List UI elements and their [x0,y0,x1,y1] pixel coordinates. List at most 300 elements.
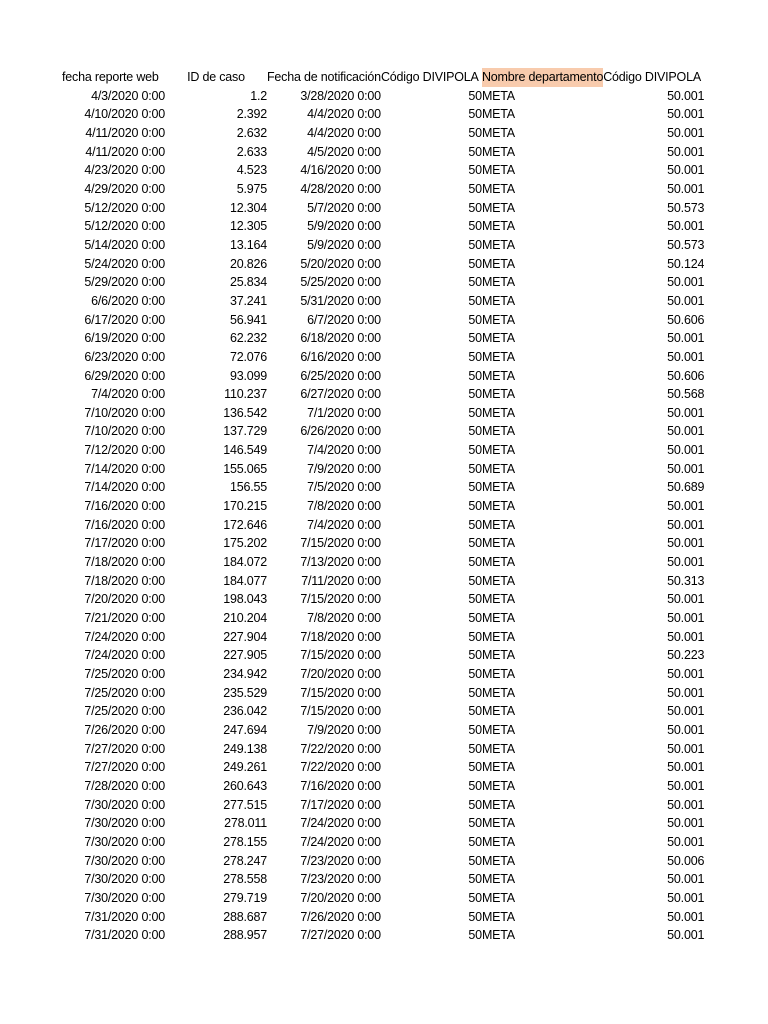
cell-codigo-divipola-departamento[interactable]: 50 [468,480,482,495]
cell-fecha-reporte-web[interactable]: 7/4/2020 0:00 [91,387,165,402]
cell-fecha-de-notificacion[interactable]: 7/20/2020 0:00 [300,890,381,905]
cell-codigo-divipola-departamento[interactable]: 50 [468,778,482,793]
cell-codigo-divipola-departamento[interactable]: 50 [468,331,482,346]
cell-fecha-de-notificacion[interactable]: 7/13/2020 0:00 [300,555,381,570]
table-row [62,516,704,535]
cell-nombre-departamento[interactable]: META [481,312,515,327]
cell-codigo-divipola-municipio[interactable]: 50.001 [667,797,705,812]
cell-nombre-departamento[interactable]: META [481,424,515,439]
cell-fecha-de-notificacion[interactable]: 4/4/2020 0:00 [307,107,381,122]
cell-nombre-departamento[interactable]: META [481,349,515,364]
cell-id-de-caso[interactable]: 234.942 [223,667,267,681]
cell-codigo-divipola-municipio[interactable]: 50.573 [667,237,705,252]
cell-fecha-de-notificacion[interactable]: 7/8/2020 0:00 [307,499,381,514]
cell-fecha-de-notificacion[interactable]: 7/15/2020 0:00 [300,685,381,700]
header-fecha-reporte-web[interactable]: fecha reporte web [62,70,159,84]
cell-fecha-reporte-web[interactable]: 7/16/2020 0:00 [84,499,165,514]
cell-nombre-departamento[interactable]: META [481,331,515,346]
cell-nombre-departamento[interactable]: META [481,909,515,924]
cell-id-de-caso[interactable]: 278.011 [224,816,267,831]
cell-nombre-departamento[interactable]: META [481,219,515,234]
cell-fecha-de-notificacion[interactable]: 7/23/2020 0:00 [300,853,381,868]
cell-codigo-divipola-municipio[interactable]: 50.001 [667,293,705,308]
cell-id-de-caso[interactable]: 172.646 [223,517,267,532]
cell-id-de-caso[interactable]: 288.687 [223,909,267,924]
cell-id-de-caso[interactable]: 235.529 [223,685,267,700]
cell-fecha-de-notificacion[interactable]: 5/7/2020 0:00 [307,200,381,215]
cell-codigo-divipola-municipio[interactable]: 50.001 [667,872,705,887]
cell-id-de-caso[interactable]: 25.834 [229,275,267,290]
cell-fecha-de-notificacion[interactable]: 7/15/2020 0:00 [300,536,381,551]
cell-fecha-de-notificacion[interactable]: 7/27/2020 0:00 [300,928,381,943]
cell-fecha-de-notificacion[interactable]: 7/15/2020 0:00 [300,592,381,607]
cell-codigo-divipola-departamento[interactable]: 50 [468,275,482,290]
cell-id-de-caso[interactable]: 56.941 [229,312,267,327]
table-row [62,684,704,703]
cell-id-de-caso[interactable]: 4.523 [236,163,267,178]
table-row [62,777,704,796]
cell-nombre-departamento[interactable]: META [481,611,515,626]
cell-codigo-divipola-departamento[interactable]: 50 [468,648,482,663]
cell-id-de-caso[interactable]: 247.694 [223,722,267,737]
cell-fecha-reporte-web[interactable]: 7/30/2020 0:00 [84,890,165,905]
cell-codigo-divipola-departamento[interactable]: 50 [468,219,482,234]
cell-codigo-divipola-departamento[interactable]: 50 [468,499,482,514]
cell-codigo-divipola-municipio[interactable]: 50.001 [667,88,705,103]
cell-id-de-caso[interactable]: 155.065 [223,461,267,476]
cell-nombre-departamento[interactable]: META [481,816,515,831]
cell-fecha-reporte-web[interactable]: 7/28/2020 0:00 [84,778,165,793]
cell-id-de-caso[interactable]: 227.904 [223,629,267,644]
cell-fecha-reporte-web[interactable]: 4/23/2020 0:00 [84,163,165,178]
cell-fecha-de-notificacion[interactable]: 7/1/2020 0:00 [307,405,381,420]
cell-codigo-divipola-municipio[interactable]: 50.124 [667,256,705,271]
cell-codigo-divipola-departamento[interactable]: 50 [468,237,482,252]
cell-nombre-departamento[interactable]: META [481,741,515,756]
cell-id-de-caso[interactable]: 170.215 [223,499,267,514]
cell-codigo-divipola-departamento[interactable]: 50 [468,443,482,458]
cell-id-de-caso[interactable]: 184.077 [223,573,267,588]
cell-nombre-departamento[interactable]: META [481,163,515,178]
cell-fecha-de-notificacion[interactable]: 7/20/2020 0:00 [300,667,381,681]
cell-fecha-reporte-web[interactable]: 7/18/2020 0:00 [84,555,165,570]
cell-codigo-divipola-municipio[interactable]: 50.001 [667,219,705,234]
table-row [62,161,704,180]
header-nombre-departamento[interactable]: Nombre departamento [482,68,603,87]
cell-id-de-caso[interactable]: 2.632 [236,125,267,140]
cell-fecha-de-notificacion[interactable]: 7/8/2020 0:00 [307,611,381,626]
cell-codigo-divipola-municipio[interactable]: 50.001 [667,443,705,458]
cell-fecha-reporte-web[interactable]: 6/23/2020 0:00 [84,349,165,364]
cell-codigo-divipola-municipio[interactable]: 50.001 [667,834,705,849]
cell-fecha-reporte-web[interactable]: 4/11/2020 0:00 [85,125,165,140]
cell-fecha-de-notificacion[interactable]: 6/7/2020 0:00 [307,312,381,327]
cell-id-de-caso[interactable]: 37.241 [229,293,267,308]
cell-codigo-divipola-municipio[interactable]: 50.001 [667,125,705,140]
cell-nombre-departamento[interactable]: META [481,517,515,532]
table-body [62,87,704,945]
cell-codigo-divipola-municipio[interactable]: 50.001 [667,592,705,607]
cell-fecha-de-notificacion[interactable]: 5/9/2020 0:00 [307,237,381,252]
cell-codigo-divipola-departamento[interactable]: 50 [468,853,482,868]
cell-nombre-departamento[interactable]: META [481,275,515,290]
cell-codigo-divipola-departamento[interactable]: 50 [468,88,482,103]
table-row [62,255,704,274]
cell-codigo-divipola-municipio[interactable]: 50.223 [667,648,705,663]
cell-nombre-departamento[interactable]: META [481,480,515,495]
cell-fecha-reporte-web[interactable]: 7/27/2020 0:00 [84,760,165,775]
cell-id-de-caso[interactable]: 249.261 [223,760,267,775]
cell-nombre-departamento[interactable]: META [481,853,515,868]
cell-codigo-divipola-departamento[interactable]: 50 [468,611,482,626]
cell-codigo-divipola-municipio[interactable]: 50.568 [667,387,705,402]
cell-fecha-reporte-web[interactable]: 6/17/2020 0:00 [84,312,165,327]
cell-codigo-divipola-departamento[interactable]: 50 [468,928,482,943]
cell-fecha-reporte-web[interactable]: 7/16/2020 0:00 [84,517,165,532]
cell-id-de-caso[interactable]: 12.304 [229,200,267,215]
cell-id-de-caso[interactable]: 146.549 [223,443,267,458]
cell-codigo-divipola-municipio[interactable]: 50.006 [667,853,705,868]
cell-nombre-departamento[interactable]: META [481,685,515,700]
cell-nombre-departamento[interactable]: META [481,648,515,663]
table-row [62,534,704,553]
header-fecha-de-notificacion[interactable]: Fecha de notificación [267,70,381,84]
cell-codigo-divipola-departamento[interactable]: 50 [468,741,482,756]
cell-codigo-divipola-departamento[interactable]: 50 [468,816,482,831]
cell-fecha-de-notificacion[interactable]: 5/9/2020 0:00 [307,219,381,234]
cell-codigo-divipola-municipio[interactable]: 50.606 [667,368,705,383]
cell-nombre-departamento[interactable]: META [481,536,515,551]
cell-fecha-reporte-web[interactable]: 7/18/2020 0:00 [84,573,165,588]
cell-fecha-reporte-web[interactable]: 7/24/2020 0:00 [84,648,165,663]
cell-codigo-divipola-departamento[interactable]: 50 [468,704,482,719]
cell-fecha-reporte-web[interactable]: 7/31/2020 0:00 [84,928,165,943]
cell-fecha-reporte-web[interactable]: 7/27/2020 0:00 [84,741,165,756]
cell-nombre-departamento[interactable]: META [481,928,515,943]
cell-nombre-departamento[interactable]: META [481,293,515,308]
cell-fecha-reporte-web[interactable]: 5/29/2020 0:00 [84,275,165,290]
cell-fecha-de-notificacion[interactable]: 7/23/2020 0:00 [300,872,381,887]
cell-fecha-reporte-web[interactable]: 4/11/2020 0:00 [85,144,165,159]
cell-fecha-reporte-web[interactable]: 7/30/2020 0:00 [84,834,165,849]
table-row [62,217,704,236]
cell-codigo-divipola-municipio[interactable]: 50.001 [667,107,705,122]
cell-nombre-departamento[interactable]: META [481,387,515,402]
cell-nombre-departamento[interactable]: META [481,200,515,215]
cell-codigo-divipola-departamento[interactable]: 50 [468,629,482,644]
cell-id-de-caso[interactable]: 12.305 [229,219,267,234]
cell-id-de-caso[interactable]: 2.392 [236,107,267,122]
cell-fecha-reporte-web[interactable]: 7/20/2020 0:00 [84,592,165,607]
cell-codigo-divipola-municipio[interactable]: 50.001 [667,536,705,551]
cell-fecha-de-notificacion[interactable]: 7/9/2020 0:00 [307,722,381,737]
cell-fecha-reporte-web[interactable]: 7/25/2020 0:00 [84,685,165,700]
cell-codigo-divipola-departamento[interactable]: 50 [468,405,482,420]
cell-fecha-de-notificacion[interactable]: 4/5/2020 0:00 [307,144,381,159]
cell-nombre-departamento[interactable]: META [481,760,515,775]
cell-codigo-divipola-departamento[interactable]: 50 [468,125,482,140]
cell-nombre-departamento[interactable]: META [481,573,515,588]
table-row [62,908,704,927]
cell-fecha-reporte-web[interactable]: 4/10/2020 0:00 [84,107,165,122]
cell-fecha-de-notificacion[interactable]: 7/9/2020 0:00 [307,461,381,476]
cell-codigo-divipola-departamento[interactable]: 50 [468,890,482,905]
cell-id-de-caso[interactable]: 227.905 [223,648,267,663]
cell-fecha-de-notificacion[interactable]: 7/24/2020 0:00 [300,834,381,849]
cell-codigo-divipola-municipio[interactable]: 50.001 [667,741,705,756]
cell-fecha-de-notificacion[interactable]: 7/26/2020 0:00 [300,909,381,924]
cell-fecha-de-notificacion[interactable]: 7/18/2020 0:00 [300,629,381,644]
cell-fecha-reporte-web[interactable]: 4/3/2020 0:00 [91,88,165,103]
cell-nombre-departamento[interactable]: META [481,890,515,905]
cell-fecha-reporte-web[interactable]: 5/12/2020 0:00 [84,219,165,234]
cell-fecha-reporte-web[interactable]: 6/29/2020 0:00 [84,368,165,383]
cell-nombre-departamento[interactable]: META [481,368,515,383]
cell-id-de-caso[interactable]: 260.643 [223,778,267,793]
cell-codigo-divipola-municipio[interactable]: 50.001 [667,928,705,943]
cell-id-de-caso[interactable]: 279.719 [223,890,267,905]
cell-id-de-caso[interactable]: 1.2 [250,88,267,103]
cell-nombre-departamento[interactable]: META [481,88,515,103]
cell-fecha-de-notificacion[interactable]: 6/16/2020 0:00 [300,349,381,364]
table-row [62,143,704,162]
cell-codigo-divipola-municipio[interactable]: 50.001 [667,181,705,196]
cell-id-de-caso[interactable]: 2.633 [236,144,267,159]
cell-codigo-divipola-municipio[interactable]: 50.001 [667,816,705,831]
cell-id-de-caso[interactable]: 277.515 [223,797,267,812]
cell-codigo-divipola-municipio[interactable]: 50.001 [667,611,705,626]
cell-fecha-reporte-web[interactable]: 5/24/2020 0:00 [84,256,165,271]
cell-codigo-divipola-municipio[interactable]: 50.001 [667,667,705,681]
spreadsheet-table [62,68,704,945]
cell-fecha-de-notificacion[interactable]: 7/24/2020 0:00 [300,816,381,831]
cell-codigo-divipola-departamento[interactable]: 50 [468,461,482,476]
cell-id-de-caso[interactable]: 137.729 [223,424,267,439]
cell-codigo-divipola-municipio[interactable]: 50.313 [667,573,705,588]
cell-id-de-caso[interactable]: 62.232 [229,331,267,346]
cell-id-de-caso[interactable]: 5.975 [236,181,267,196]
cell-fecha-de-notificacion[interactable]: 6/25/2020 0:00 [300,368,381,383]
cell-fecha-de-notificacion[interactable]: 7/16/2020 0:00 [300,778,381,793]
cell-id-de-caso[interactable]: 93.099 [229,368,267,383]
cell-id-de-caso[interactable]: 110.237 [224,387,267,402]
cell-fecha-de-notificacion[interactable]: 7/5/2020 0:00 [307,480,381,495]
cell-id-de-caso[interactable]: 236.042 [223,704,267,719]
cell-codigo-divipola-municipio[interactable]: 50.001 [667,275,705,290]
cell-codigo-divipola-municipio[interactable]: 50.001 [667,424,705,439]
cell-codigo-divipola-municipio[interactable]: 50.001 [667,349,705,364]
cell-codigo-divipola-municipio[interactable]: 50.001 [667,144,705,159]
cell-fecha-de-notificacion[interactable]: 5/20/2020 0:00 [300,256,381,271]
cell-fecha-de-notificacion[interactable]: 7/15/2020 0:00 [300,704,381,719]
cell-id-de-caso[interactable]: 210.204 [223,611,267,626]
cell-codigo-divipola-departamento[interactable]: 50 [468,163,482,178]
cell-codigo-divipola-municipio[interactable]: 50.001 [667,778,705,793]
cell-codigo-divipola-departamento[interactable]: 50 [468,424,482,439]
table-row [62,926,704,945]
cell-fecha-de-notificacion[interactable]: 6/26/2020 0:00 [300,424,381,439]
cell-codigo-divipola-municipio[interactable]: 50.001 [667,163,705,178]
cell-nombre-departamento[interactable]: META [481,667,515,681]
cell-codigo-divipola-departamento[interactable]: 50 [468,387,482,402]
cell-codigo-divipola-municipio[interactable]: 50.001 [667,331,705,346]
cell-fecha-reporte-web[interactable]: 6/6/2020 0:00 [91,293,165,308]
cell-fecha-de-notificacion[interactable]: 7/22/2020 0:00 [300,760,381,775]
cell-fecha-reporte-web[interactable]: 7/14/2020 0:00 [84,480,165,495]
cell-fecha-de-notificacion[interactable]: 7/17/2020 0:00 [300,797,381,812]
cell-fecha-de-notificacion[interactable]: 5/25/2020 0:00 [300,275,381,290]
cell-id-de-caso[interactable]: 175.202 [223,536,267,551]
cell-codigo-divipola-municipio[interactable]: 50.001 [667,890,705,905]
cell-codigo-divipola-departamento[interactable]: 50 [468,349,482,364]
cell-fecha-reporte-web[interactable]: 7/10/2020 0:00 [84,405,165,420]
cell-codigo-divipola-municipio[interactable]: 50.001 [667,461,705,476]
cell-codigo-divipola-municipio[interactable]: 50.001 [667,704,705,719]
cell-nombre-departamento[interactable]: META [481,797,515,812]
table-row [62,180,704,199]
header-codigo-divipola-municipio[interactable]: Código DIVIPOLA [603,70,701,84]
cell-nombre-departamento[interactable]: META [481,144,515,159]
cell-codigo-divipola-municipio[interactable]: 50.001 [667,722,705,737]
cell-id-de-caso[interactable]: 72.076 [229,349,267,364]
cell-codigo-divipola-departamento[interactable]: 50 [468,592,482,607]
cell-codigo-divipola-departamento[interactable]: 50 [468,760,482,775]
cell-fecha-reporte-web[interactable]: 7/30/2020 0:00 [84,816,165,831]
cell-nombre-departamento[interactable]: META [481,256,515,271]
header-codigo-divipola-departamento[interactable]: Código DIVIPOLA [380,70,479,84]
cell-fecha-reporte-web[interactable]: 7/25/2020 0:00 [84,704,165,719]
cell-fecha-reporte-web[interactable]: 7/30/2020 0:00 [84,853,165,868]
cell-id-de-caso[interactable]: 136.542 [223,405,267,420]
cell-codigo-divipola-departamento[interactable]: 50 [468,181,482,196]
cell-codigo-divipola-departamento[interactable]: 50 [468,555,482,570]
cell-codigo-divipola-departamento[interactable]: 50 [468,685,482,700]
cell-fecha-de-notificacion[interactable]: 7/4/2020 0:00 [307,443,381,458]
cell-codigo-divipola-departamento[interactable]: 50 [468,200,482,215]
cell-codigo-divipola-municipio[interactable]: 50.001 [667,517,705,532]
cell-nombre-departamento[interactable]: META [481,722,515,737]
cell-fecha-de-notificacion[interactable]: 7/4/2020 0:00 [307,517,381,532]
cell-nombre-departamento[interactable]: META [481,834,515,849]
cell-nombre-departamento[interactable]: META [481,125,515,140]
cell-codigo-divipola-departamento[interactable]: 50 [468,107,482,122]
cell-codigo-divipola-municipio[interactable]: 50.001 [667,499,705,514]
cell-codigo-divipola-departamento[interactable]: 50 [468,909,482,924]
cell-fecha-reporte-web[interactable]: 4/29/2020 0:00 [84,181,165,196]
cell-fecha-reporte-web[interactable]: 7/30/2020 0:00 [84,797,165,812]
cell-nombre-departamento[interactable]: META [481,555,515,570]
cell-fecha-de-notificacion[interactable]: 3/28/2020 0:00 [300,88,381,103]
cell-fecha-de-notificacion[interactable]: 4/16/2020 0:00 [300,163,381,178]
cell-codigo-divipola-departamento[interactable]: 50 [468,517,482,532]
cell-id-de-caso[interactable]: 278.155 [223,834,267,849]
cell-codigo-divipola-departamento[interactable]: 50 [468,667,482,681]
cell-codigo-divipola-municipio[interactable]: 50.001 [667,629,705,644]
cell-nombre-departamento[interactable]: META [481,499,515,514]
cell-fecha-de-notificacion[interactable]: 4/4/2020 0:00 [307,125,381,140]
table-row [62,497,704,516]
cell-fecha-de-notificacion[interactable]: 6/27/2020 0:00 [300,387,381,402]
cell-codigo-divipola-departamento[interactable]: 50 [468,834,482,849]
cell-fecha-reporte-web[interactable]: 7/30/2020 0:00 [84,872,165,887]
cell-codigo-divipola-departamento[interactable]: 50 [468,256,482,271]
header-id-de-caso[interactable]: ID de caso [187,70,245,84]
cell-fecha-de-notificacion[interactable]: 7/15/2020 0:00 [300,648,381,663]
table-row [62,385,704,404]
cell-nombre-departamento[interactable]: META [481,181,515,196]
cell-codigo-divipola-departamento[interactable]: 50 [468,573,482,588]
cell-id-de-caso[interactable]: 278.558 [223,872,267,887]
cell-nombre-departamento[interactable]: META [481,704,515,719]
cell-fecha-reporte-web[interactable]: 7/10/2020 0:00 [84,424,165,439]
cell-codigo-divipola-departamento[interactable]: 50 [468,312,482,327]
cell-codigo-divipola-municipio[interactable]: 50.001 [667,405,705,420]
cell-codigo-divipola-municipio[interactable]: 50.573 [667,200,705,215]
cell-fecha-de-notificacion[interactable]: 4/28/2020 0:00 [300,181,381,196]
cell-nombre-departamento[interactable]: META [481,107,515,122]
cell-codigo-divipola-municipio[interactable]: 50.001 [667,760,705,775]
table-row [62,422,704,441]
table-row [62,758,704,777]
cell-id-de-caso[interactable]: 198.043 [223,592,267,607]
cell-fecha-reporte-web[interactable]: 5/12/2020 0:00 [84,200,165,215]
cell-fecha-reporte-web[interactable]: 7/17/2020 0:00 [84,536,165,551]
cell-nombre-departamento[interactable]: META [481,629,515,644]
cell-id-de-caso[interactable]: 20.826 [229,256,267,271]
cell-codigo-divipola-municipio[interactable]: 50.689 [667,480,705,495]
cell-codigo-divipola-departamento[interactable]: 50 [468,722,482,737]
cell-nombre-departamento[interactable]: META [481,237,515,252]
cell-codigo-divipola-departamento[interactable]: 50 [468,872,482,887]
cell-nombre-departamento[interactable]: META [481,872,515,887]
cell-id-de-caso[interactable]: 13.164 [229,237,267,252]
cell-fecha-de-notificacion[interactable]: 7/22/2020 0:00 [300,741,381,756]
cell-id-de-caso[interactable]: 249.138 [223,741,267,756]
cell-codigo-divipola-departamento[interactable]: 50 [468,368,482,383]
cell-fecha-reporte-web[interactable]: 7/14/2020 0:00 [84,461,165,476]
cell-fecha-reporte-web[interactable]: 7/21/2020 0:00 [84,611,165,626]
cell-id-de-caso[interactable]: 184.072 [223,555,267,570]
cell-nombre-departamento[interactable]: META [481,461,515,476]
cell-fecha-reporte-web[interactable]: 7/25/2020 0:00 [84,667,165,681]
cell-nombre-departamento[interactable]: META [481,778,515,793]
cell-fecha-de-notificacion[interactable]: 6/18/2020 0:00 [300,331,381,346]
cell-codigo-divipola-municipio[interactable]: 50.001 [667,685,705,700]
cell-id-de-caso[interactable]: 278.247 [223,853,267,868]
cell-fecha-reporte-web[interactable]: 7/12/2020 0:00 [84,443,165,458]
cell-codigo-divipola-departamento[interactable]: 50 [468,536,482,551]
cell-codigo-divipola-municipio[interactable]: 50.606 [667,312,705,327]
cell-codigo-divipola-departamento[interactable]: 50 [468,797,482,812]
cell-fecha-reporte-web[interactable]: 7/31/2020 0:00 [84,909,165,924]
cell-fecha-reporte-web[interactable]: 6/19/2020 0:00 [84,331,165,346]
cell-fecha-de-notificacion[interactable]: 5/31/2020 0:00 [300,293,381,308]
cell-id-de-caso[interactable]: 288.957 [223,928,267,943]
cell-fecha-de-notificacion[interactable]: 7/11/2020 0:00 [301,573,381,588]
cell-id-de-caso[interactable]: 156.55 [229,480,267,495]
table-row [62,814,704,833]
cell-fecha-reporte-web[interactable]: 5/14/2020 0:00 [84,237,165,252]
cell-codigo-divipola-municipio[interactable]: 50.001 [667,555,705,570]
cell-nombre-departamento[interactable]: META [481,443,515,458]
cell-nombre-departamento[interactable]: META [481,592,515,607]
cell-fecha-reporte-web[interactable]: 7/24/2020 0:00 [84,629,165,644]
cell-codigo-divipola-departamento[interactable]: 50 [468,293,482,308]
cell-fecha-reporte-web[interactable]: 7/26/2020 0:00 [84,722,165,737]
cell-nombre-departamento[interactable]: META [481,405,515,420]
cell-codigo-divipola-departamento[interactable]: 50 [468,144,482,159]
cell-codigo-divipola-municipio[interactable]: 50.001 [667,909,705,924]
